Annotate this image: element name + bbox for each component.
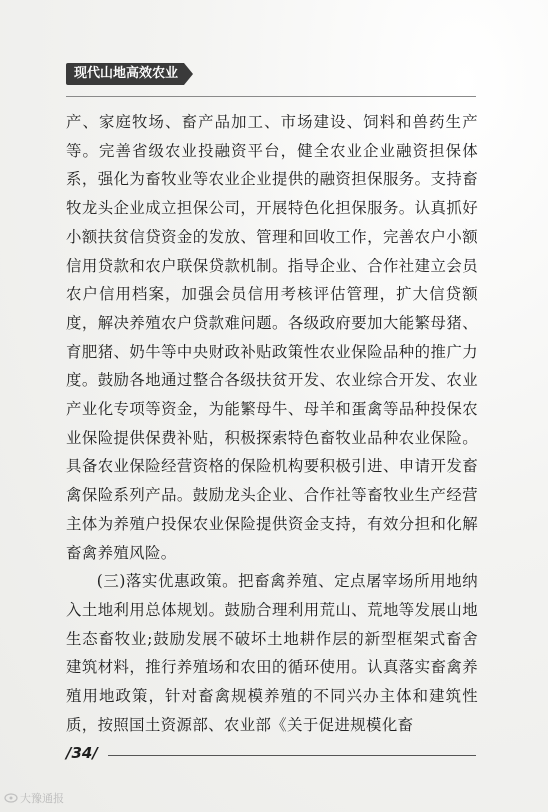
header-arrow-icon <box>184 63 193 85</box>
watermark-text: 大豫通报 <box>20 792 64 805</box>
watermark-logo-icon <box>4 793 18 803</box>
page-number: /34/ <box>66 744 98 762</box>
header-divider <box>66 96 476 97</box>
paragraph-2: (三)落实优惠政策。把畜禽养殖、定点屠宰场所用地纳入土地利用总体规划。鼓励合理利用荒山、荒地等发展山地生态畜牧业;鼓励发展不破坏土地耕作层的新型框架式畜舍建筑材料，推行养殖场和农田的循环使用。认真落实畜禽养殖用地政策，针对畜禽规模养殖的不同兴办主体和建筑性质，按照国土资源部、农业部《关于促进规模化畜 <box>66 572 478 734</box>
body-text <box>66 108 478 739</box>
footer-divider <box>108 755 476 756</box>
watermark <box>4 790 64 806</box>
paragraph-1: 产、家庭牧场、畜产品加工、市场建设、饲料和兽药生产等。完善省级农业投融资平台，健全农业企业融资担保体系，强化为畜牧业等农业企业提供的融资担保服务。支持畜牧龙头企业成立担保公司，开展特色化担保服务。认真抓好小额扶贫信贷资金的发放、管理和回收工作，完善农户小额信用贷款和农户联保贷款机制。指导企业、合作社建立会员农户信用档案，加强会员信用考核评估管理，扩大信贷额度，解决养殖农户贷款难问题。各级政府要加大能繁母猪、育肥猪、奶牛等中央财政补贴政策性农业保险品种的推广力度。鼓励各地通过整合各级扶贫开发、农业综合开发、农业产业化专项等资金，为能繁母牛、母羊和蛋禽等品种投保农业保险提供保费补贴，积极探索特色畜牧业品种农业保险。具备农业保险经营资格的保险机构要积极引进、申请开发畜禽保险系列产品。鼓励龙头企业、合作社等畜牧业生产经营主体为养殖户投保农业保险提供资金支持，有效分担和化解畜禽养殖风险。 <box>66 113 478 562</box>
section-title: 现代山地高效农业 <box>66 63 184 85</box>
section-header-tab <box>66 63 193 85</box>
